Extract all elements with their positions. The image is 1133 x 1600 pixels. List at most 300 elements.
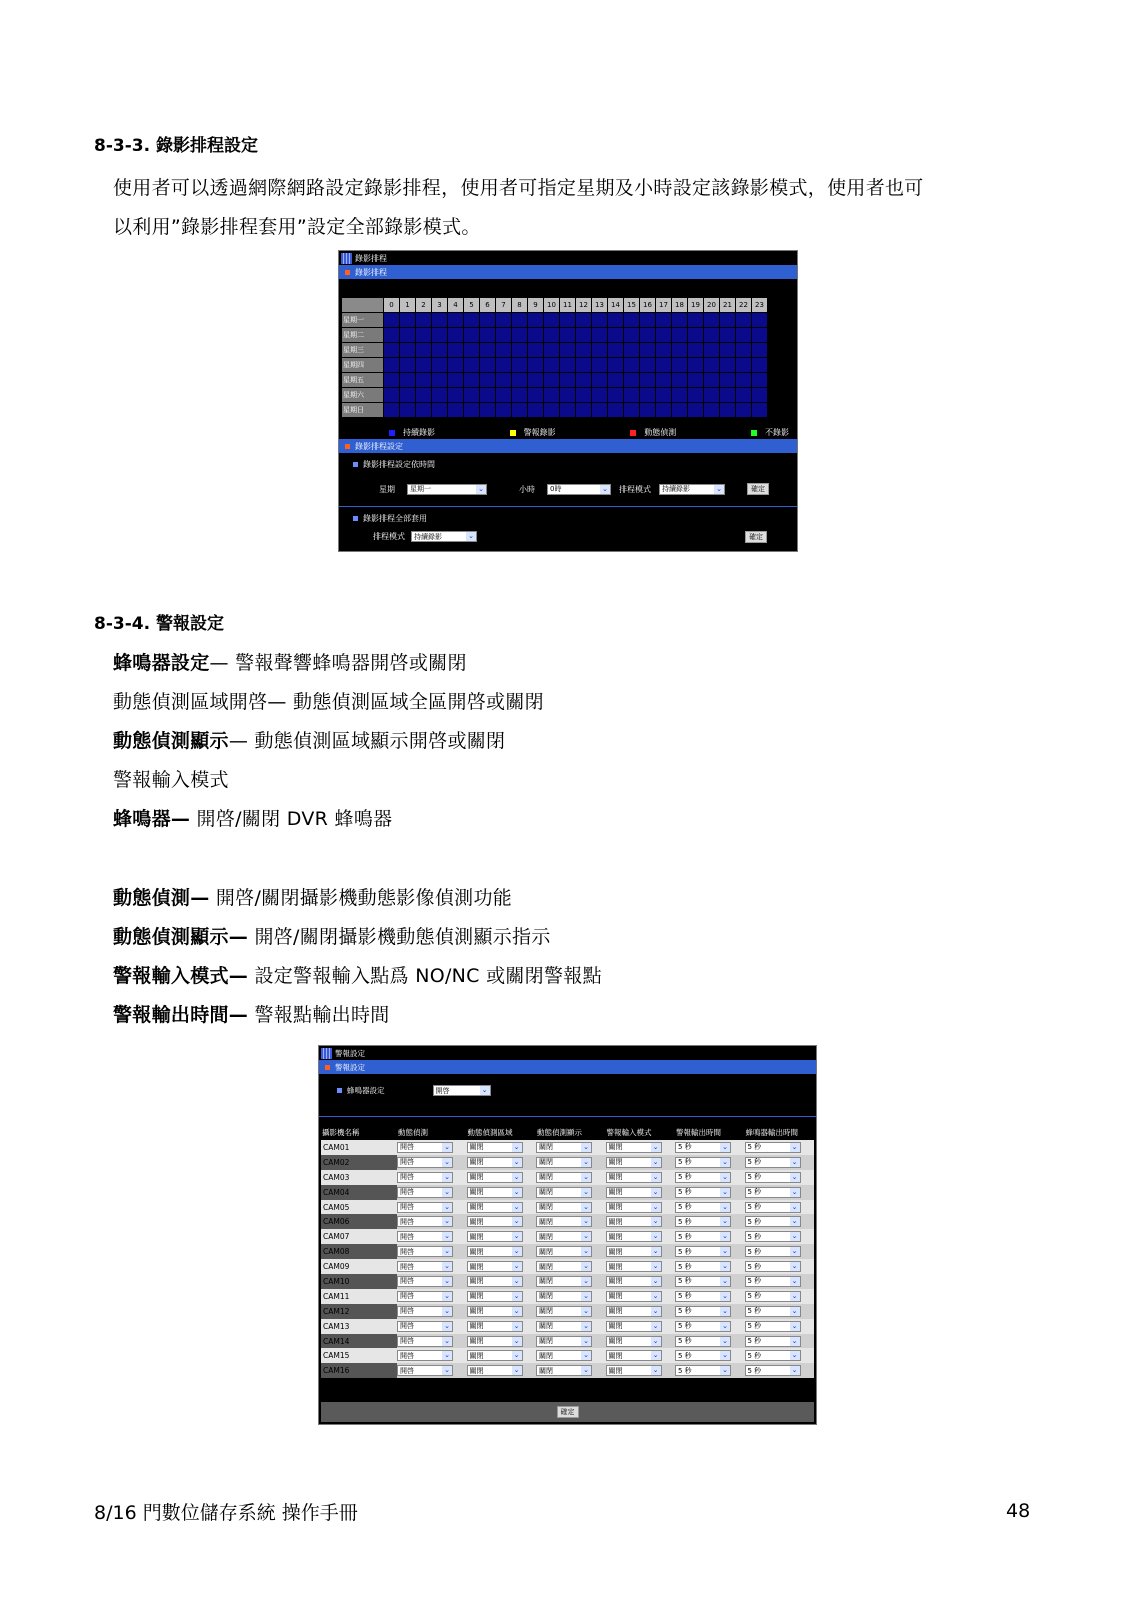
alarm-confirm-button[interactable]: 確定: [557, 1406, 579, 1418]
confirm-button[interactable]: 確定: [747, 483, 769, 495]
schedule-cell[interactable]: [416, 403, 432, 418]
schedule-cell[interactable]: [416, 358, 432, 373]
day-select[interactable]: [407, 484, 487, 495]
schedule-cell[interactable]: [480, 328, 496, 343]
alarm-select[interactable]: [745, 1350, 801, 1361]
day-row: [342, 388, 768, 403]
alarm-select[interactable]: [745, 1365, 801, 1376]
alarm-select[interactable]: [606, 1365, 662, 1376]
schedule-cell[interactable]: [384, 373, 400, 388]
alarm-select[interactable]: [397, 1321, 453, 1332]
schedule-cell[interactable]: [608, 343, 624, 358]
alarm-select[interactable]: [675, 1142, 731, 1153]
schedule-cell[interactable]: [672, 403, 688, 418]
schedule-cell[interactable]: [544, 403, 560, 418]
schedule-cell[interactable]: [640, 343, 656, 358]
schedule-cell[interactable]: [448, 388, 464, 403]
alarm-select[interactable]: [606, 1336, 662, 1347]
schedule-cell[interactable]: [416, 343, 432, 358]
schedule-cell[interactable]: [496, 343, 512, 358]
schedule-cell[interactable]: [400, 328, 416, 343]
schedule-cell[interactable]: [720, 343, 736, 358]
alarm-select[interactable]: [606, 1306, 662, 1317]
alarm-select[interactable]: [675, 1261, 731, 1272]
schedule-cell[interactable]: [720, 313, 736, 328]
alarm-select[interactable]: [397, 1246, 453, 1257]
schedule-cell[interactable]: [656, 388, 672, 403]
hour-header: 5: [464, 298, 480, 313]
schedule-cell[interactable]: [448, 328, 464, 343]
chevron-down-icon: ⌄: [442, 1337, 452, 1346]
alarm-select[interactable]: [536, 1261, 592, 1272]
alarm-select[interactable]: [675, 1202, 731, 1213]
table-cell: [536, 1170, 606, 1185]
schedule-cell[interactable]: [432, 328, 448, 343]
alarm-select[interactable]: [467, 1261, 523, 1272]
schedule-cell[interactable]: [512, 328, 528, 343]
alarm-select[interactable]: [745, 1276, 801, 1287]
schedule-cell[interactable]: [512, 373, 528, 388]
schedule-cell[interactable]: [384, 343, 400, 358]
alarm-select[interactable]: [606, 1172, 662, 1183]
schedule-cell[interactable]: [480, 358, 496, 373]
alarm-select[interactable]: [467, 1350, 523, 1361]
schedule-cell[interactable]: [592, 358, 608, 373]
schedule-cell[interactable]: [512, 313, 528, 328]
alarm-select[interactable]: [675, 1187, 731, 1198]
alarm-select[interactable]: [467, 1231, 523, 1242]
schedule-cell[interactable]: [720, 328, 736, 343]
alarm-select[interactable]: [536, 1172, 592, 1183]
alarm-select[interactable]: [675, 1216, 731, 1227]
schedule-cell[interactable]: [528, 313, 544, 328]
alarm-select[interactable]: [536, 1321, 592, 1332]
schedule-cell[interactable]: [736, 343, 752, 358]
schedule-cell[interactable]: [704, 313, 720, 328]
schedule-cell[interactable]: [736, 358, 752, 373]
column-header: 動態偵測區域: [467, 1124, 537, 1140]
schedule-cell[interactable]: [592, 388, 608, 403]
alarm-select[interactable]: [606, 1187, 662, 1198]
schedule-cell[interactable]: [736, 403, 752, 418]
schedule-cell[interactable]: [736, 388, 752, 403]
schedule-cell[interactable]: [496, 328, 512, 343]
alarm-select[interactable]: [745, 1172, 801, 1183]
schedule-cell[interactable]: [656, 343, 672, 358]
schedule-cell[interactable]: [672, 358, 688, 373]
schedule-cell[interactable]: [560, 373, 576, 388]
table-row: [321, 1319, 814, 1334]
alarm-select[interactable]: [606, 1216, 662, 1227]
alarm-select[interactable]: [675, 1246, 731, 1257]
schedule-cell[interactable]: [576, 373, 592, 388]
alarm-select[interactable]: [536, 1276, 592, 1287]
apply-mode-select[interactable]: [411, 531, 477, 542]
schedule-cell[interactable]: [400, 358, 416, 373]
schedule-cell[interactable]: [608, 388, 624, 403]
schedule-cell[interactable]: [672, 343, 688, 358]
schedule-cell[interactable]: [400, 373, 416, 388]
alarm-select[interactable]: [397, 1365, 453, 1376]
alarm-select[interactable]: [606, 1276, 662, 1287]
schedule-cell[interactable]: [496, 388, 512, 403]
alarm-select[interactable]: [675, 1157, 731, 1168]
alarm-select[interactable]: [606, 1350, 662, 1361]
alarm-select[interactable]: [606, 1246, 662, 1257]
chevron-down-icon: ⌄: [720, 1337, 730, 1346]
schedule-cell[interactable]: [640, 373, 656, 388]
buzzer-select[interactable]: [433, 1085, 491, 1096]
alarm-select[interactable]: [606, 1142, 662, 1153]
schedule-cell[interactable]: [576, 403, 592, 418]
chevron-down-icon: ⌄: [581, 1188, 591, 1197]
alarm-select[interactable]: [397, 1187, 453, 1198]
schedule-cell[interactable]: [576, 358, 592, 373]
alarm-select[interactable]: [606, 1261, 662, 1272]
alarm-select[interactable]: [467, 1157, 523, 1168]
alarm-select[interactable]: [745, 1187, 801, 1198]
schedule-cell[interactable]: [464, 343, 480, 358]
hour-select[interactable]: [547, 484, 611, 495]
schedule-cell[interactable]: [592, 313, 608, 328]
alarm-select[interactable]: [397, 1216, 453, 1227]
schedule-cell[interactable]: [496, 403, 512, 418]
schedule-cell[interactable]: [624, 358, 640, 373]
schedule-cell[interactable]: [624, 328, 640, 343]
schedule-cell[interactable]: [640, 403, 656, 418]
schedule-cell[interactable]: [576, 328, 592, 343]
alarm-select-value: 關閉: [608, 1292, 623, 1301]
schedule-cell[interactable]: [432, 313, 448, 328]
schedule-cell[interactable]: [384, 313, 400, 328]
legend-label: 警報錄影: [523, 428, 556, 437]
schedule-cell[interactable]: [560, 358, 576, 373]
alarm-select[interactable]: [745, 1142, 801, 1153]
schedule-cell[interactable]: [624, 403, 640, 418]
schedule-cell[interactable]: [656, 358, 672, 373]
schedule-cell[interactable]: [640, 313, 656, 328]
schedule-cell[interactable]: [704, 328, 720, 343]
schedule-cell[interactable]: [464, 328, 480, 343]
schedule-cell[interactable]: [720, 373, 736, 388]
schedule-cell[interactable]: [528, 388, 544, 403]
alarm-select[interactable]: [675, 1172, 731, 1183]
alarm-select[interactable]: [675, 1291, 731, 1302]
schedule-cell[interactable]: [400, 313, 416, 328]
alarm-select[interactable]: [397, 1291, 453, 1302]
alarm-select[interactable]: [745, 1246, 801, 1257]
alarm-select[interactable]: [397, 1336, 453, 1347]
alarm-select[interactable]: [606, 1321, 662, 1332]
schedule-cell[interactable]: [512, 358, 528, 373]
alarm-select[interactable]: [467, 1142, 523, 1153]
schedule-cell[interactable]: [688, 403, 704, 418]
alarm-select[interactable]: [397, 1231, 453, 1242]
schedule-cell[interactable]: [544, 373, 560, 388]
alarm-select[interactable]: [675, 1321, 731, 1332]
alarm-select[interactable]: [745, 1321, 801, 1332]
schedule-cell[interactable]: [560, 343, 576, 358]
alarm-select-value: 關閉: [539, 1217, 553, 1226]
schedule-cell[interactable]: [704, 373, 720, 388]
alarm-select-value: 關閉: [608, 1232, 623, 1241]
schedule-cell[interactable]: [496, 313, 512, 328]
schedule-cell[interactable]: [464, 373, 480, 388]
schedule-cell[interactable]: [384, 403, 400, 418]
schedule-cell[interactable]: [432, 388, 448, 403]
schedule-cell[interactable]: [512, 403, 528, 418]
alarm-select[interactable]: [467, 1365, 523, 1376]
schedule-cell[interactable]: [608, 313, 624, 328]
schedule-cell[interactable]: [608, 373, 624, 388]
alarm-select[interactable]: [606, 1291, 662, 1302]
schedule-cell[interactable]: [720, 358, 736, 373]
alarm-select[interactable]: [606, 1157, 662, 1168]
schedule-cell[interactable]: [608, 358, 624, 373]
schedule-cell[interactable]: [448, 343, 464, 358]
schedule-cell[interactable]: [560, 313, 576, 328]
schedule-cell[interactable]: [752, 403, 768, 418]
alarm-select[interactable]: [467, 1321, 523, 1332]
alarm-select-value: 關閉: [469, 1351, 484, 1360]
schedule-cell[interactable]: [528, 343, 544, 358]
schedule-cell[interactable]: [656, 313, 672, 328]
schedule-cell[interactable]: [704, 403, 720, 418]
alarm-select[interactable]: [675, 1336, 731, 1347]
schedule-cell[interactable]: [624, 373, 640, 388]
schedule-cell[interactable]: [400, 343, 416, 358]
schedule-cell[interactable]: [672, 388, 688, 403]
alarm-select[interactable]: [397, 1276, 453, 1287]
alarm-select[interactable]: [745, 1231, 801, 1242]
alarm-select[interactable]: [745, 1291, 801, 1302]
schedule-cell[interactable]: [720, 388, 736, 403]
schedule-cell[interactable]: [384, 358, 400, 373]
schedule-cell[interactable]: [560, 388, 576, 403]
alarm-select[interactable]: [467, 1216, 523, 1227]
schedule-cell[interactable]: [688, 343, 704, 358]
schedule-cell[interactable]: [672, 373, 688, 388]
alarm-select[interactable]: [536, 1306, 592, 1317]
schedule-cell[interactable]: [752, 373, 768, 388]
alarm-select[interactable]: [675, 1306, 731, 1317]
schedule-cell[interactable]: [384, 328, 400, 343]
schedule-cell[interactable]: [688, 373, 704, 388]
alarm-select[interactable]: [467, 1172, 523, 1183]
schedule-cell[interactable]: [512, 388, 528, 403]
schedule-cell[interactable]: [736, 313, 752, 328]
alarm-select[interactable]: [536, 1231, 592, 1242]
schedule-cell[interactable]: [432, 403, 448, 418]
alarm-select[interactable]: [536, 1336, 592, 1347]
alarm-select[interactable]: [397, 1350, 453, 1361]
chevron-down-icon: ⌄: [442, 1143, 452, 1152]
alarm-select[interactable]: [467, 1336, 523, 1347]
schedule-cell[interactable]: [464, 388, 480, 403]
alarm-select[interactable]: [745, 1261, 801, 1272]
schedule-cell[interactable]: [656, 403, 672, 418]
schedule-cell[interactable]: [752, 328, 768, 343]
chevron-down-icon: ⌄: [790, 1307, 800, 1316]
schedule-cell[interactable]: [752, 313, 768, 328]
schedule-cell[interactable]: [576, 388, 592, 403]
hour-header: 2: [416, 298, 432, 313]
schedule-cell[interactable]: [480, 373, 496, 388]
mode-select[interactable]: [659, 484, 725, 495]
alarm-select[interactable]: [397, 1142, 453, 1153]
schedule-cell[interactable]: [448, 373, 464, 388]
schedule-cell[interactable]: [528, 358, 544, 373]
schedule-cell[interactable]: [400, 403, 416, 418]
alarm-select-value: 關閉: [608, 1262, 623, 1271]
chevron-down-icon: ⌄: [651, 1277, 661, 1286]
schedule-cell[interactable]: [656, 373, 672, 388]
alarm-select[interactable]: [536, 1202, 592, 1213]
alarm-select-value: 關閉: [469, 1188, 484, 1197]
schedule-cell[interactable]: [592, 403, 608, 418]
alarm-select[interactable]: [745, 1216, 801, 1227]
schedule-cell[interactable]: [480, 403, 496, 418]
table-cell: [606, 1155, 676, 1170]
schedule-cell[interactable]: [432, 343, 448, 358]
alarm-select[interactable]: [675, 1350, 731, 1361]
schedule-cell[interactable]: [688, 388, 704, 403]
alarm-select[interactable]: [536, 1187, 592, 1198]
alarm-select[interactable]: [397, 1202, 453, 1213]
schedule-cell[interactable]: [528, 403, 544, 418]
apply-confirm-button[interactable]: 確定: [745, 531, 767, 543]
schedule-cell[interactable]: [624, 343, 640, 358]
schedule-cell[interactable]: [576, 313, 592, 328]
schedule-cell[interactable]: [592, 328, 608, 343]
alarm-select[interactable]: [675, 1276, 731, 1287]
divider: [339, 506, 797, 507]
schedule-cell[interactable]: [640, 328, 656, 343]
alarm-select[interactable]: [536, 1291, 592, 1302]
schedule-cell[interactable]: [560, 328, 576, 343]
schedule-cell[interactable]: [464, 313, 480, 328]
schedule-cell[interactable]: [400, 388, 416, 403]
schedule-cell[interactable]: [688, 328, 704, 343]
schedule-cell[interactable]: [704, 358, 720, 373]
schedule-cell[interactable]: [752, 358, 768, 373]
camera-name: CAM10: [321, 1274, 397, 1289]
schedule-grid[interactable]: [341, 297, 768, 418]
schedule-cell[interactable]: [688, 358, 704, 373]
alarm-select[interactable]: [675, 1231, 731, 1242]
alarm-select[interactable]: [536, 1365, 592, 1376]
schedule-cell[interactable]: [576, 343, 592, 358]
schedule-cell[interactable]: [432, 373, 448, 388]
schedule-cell[interactable]: [688, 313, 704, 328]
alarm-select[interactable]: [467, 1291, 523, 1302]
schedule-cell[interactable]: [496, 358, 512, 373]
schedule-cell[interactable]: [448, 358, 464, 373]
table-cell: [675, 1348, 745, 1363]
schedule-cell[interactable]: [544, 388, 560, 403]
schedule-cell[interactable]: [656, 328, 672, 343]
schedule-cell[interactable]: [464, 358, 480, 373]
schedule-cell[interactable]: [752, 343, 768, 358]
table-cell: [606, 1348, 676, 1363]
schedule-cell[interactable]: [432, 358, 448, 373]
schedule-cell[interactable]: [512, 343, 528, 358]
schedule-cell[interactable]: [544, 358, 560, 373]
alarm-select[interactable]: [536, 1216, 592, 1227]
alarm-select[interactable]: [745, 1202, 801, 1213]
schedule-cell[interactable]: [640, 358, 656, 373]
alarm-select[interactable]: [745, 1306, 801, 1317]
schedule-cell[interactable]: [416, 313, 432, 328]
table-cell: [536, 1244, 606, 1259]
alarm-select-value: 關閉: [608, 1277, 623, 1286]
schedule-cell[interactable]: [480, 313, 496, 328]
schedule-cell[interactable]: [704, 388, 720, 403]
schedule-cell[interactable]: [544, 313, 560, 328]
schedule-cell[interactable]: [704, 343, 720, 358]
alarm-select[interactable]: [675, 1365, 731, 1376]
alarm-select[interactable]: [745, 1157, 801, 1168]
alarm-select[interactable]: [397, 1261, 453, 1272]
alarm-select[interactable]: [536, 1157, 592, 1168]
schedule-cell[interactable]: [736, 373, 752, 388]
schedule-cell[interactable]: [624, 313, 640, 328]
alarm-select[interactable]: [536, 1142, 592, 1153]
alarm-select[interactable]: [467, 1202, 523, 1213]
alarm-select[interactable]: [536, 1246, 592, 1257]
schedule-cell[interactable]: [592, 373, 608, 388]
schedule-cell[interactable]: [640, 388, 656, 403]
schedule-cell[interactable]: [416, 388, 432, 403]
alarm-select[interactable]: [397, 1172, 453, 1183]
alarm-select[interactable]: [397, 1157, 453, 1168]
schedule-cell[interactable]: [560, 403, 576, 418]
schedule-cell[interactable]: [448, 403, 464, 418]
schedule-cell[interactable]: [736, 328, 752, 343]
alarm-select[interactable]: [745, 1336, 801, 1347]
schedule-cell[interactable]: [528, 373, 544, 388]
schedule-cell[interactable]: [528, 328, 544, 343]
schedule-cell[interactable]: [608, 403, 624, 418]
schedule-cell[interactable]: [608, 328, 624, 343]
alarm-select[interactable]: [467, 1246, 523, 1257]
alarm-select[interactable]: [467, 1187, 523, 1198]
table-cell: [397, 1363, 467, 1378]
alarm-select[interactable]: [467, 1276, 523, 1287]
alarm-select[interactable]: [467, 1306, 523, 1317]
alarm-select[interactable]: [536, 1350, 592, 1361]
schedule-cell[interactable]: [496, 373, 512, 388]
alarm-select[interactable]: [606, 1202, 662, 1213]
schedule-cell[interactable]: [544, 343, 560, 358]
schedule-cell[interactable]: [464, 403, 480, 418]
schedule-cell[interactable]: [624, 388, 640, 403]
schedule-cell[interactable]: [672, 328, 688, 343]
schedule-cell[interactable]: [416, 373, 432, 388]
schedule-cell[interactable]: [480, 388, 496, 403]
alarm-select[interactable]: [606, 1231, 662, 1242]
schedule-cell[interactable]: [480, 343, 496, 358]
schedule-cell[interactable]: [416, 328, 432, 343]
alarm-select[interactable]: [397, 1306, 453, 1317]
schedule-cell[interactable]: [448, 313, 464, 328]
schedule-cell[interactable]: [544, 328, 560, 343]
schedule-cell[interactable]: [752, 388, 768, 403]
schedule-cell[interactable]: [592, 343, 608, 358]
schedule-cell[interactable]: [384, 388, 400, 403]
schedule-cell[interactable]: [672, 313, 688, 328]
schedule-cell[interactable]: [720, 403, 736, 418]
